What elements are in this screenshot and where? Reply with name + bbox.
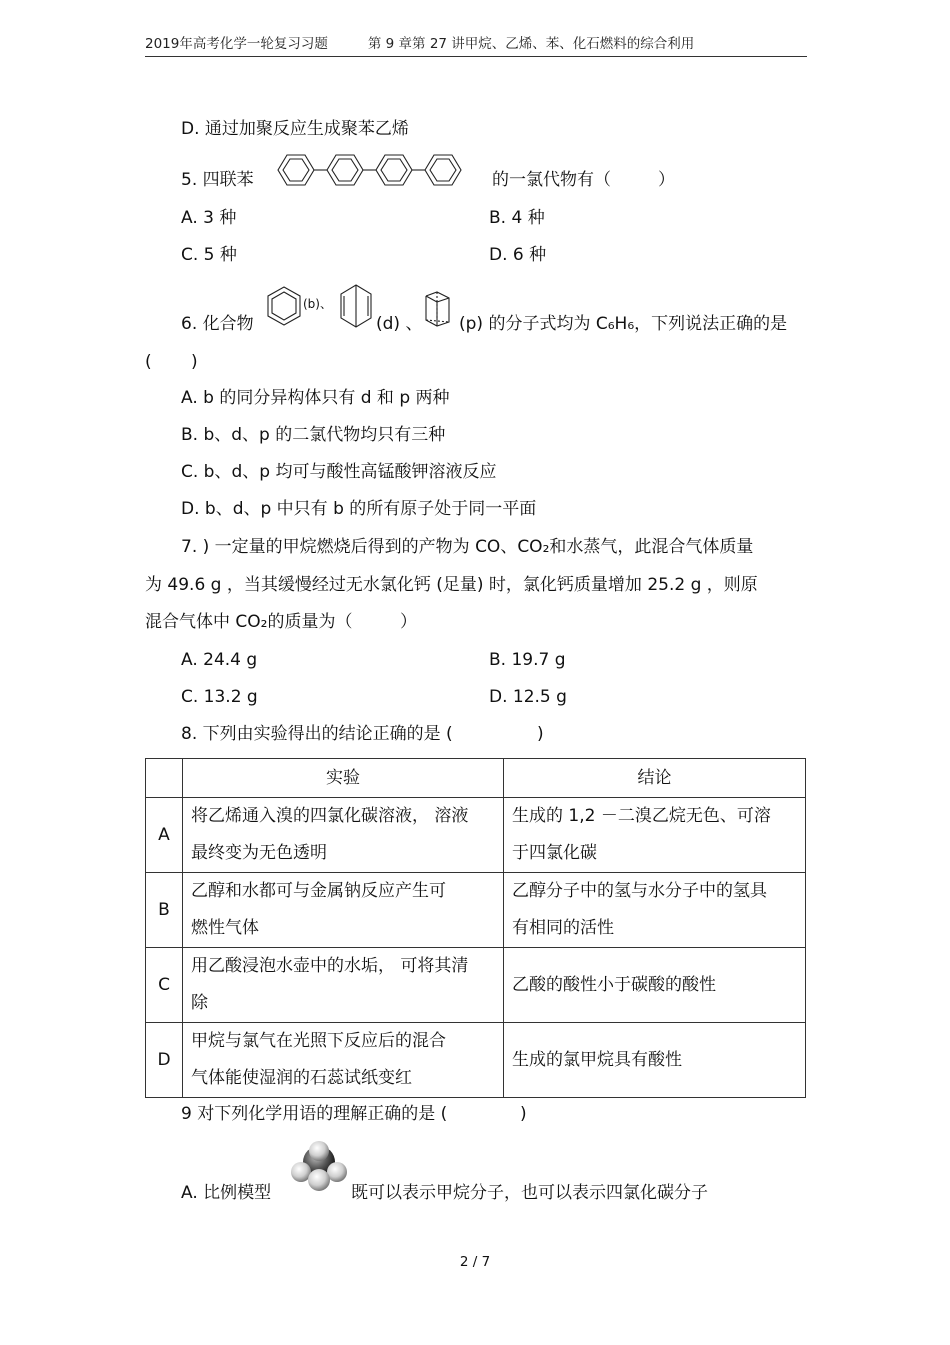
- row-label: D: [146, 1023, 183, 1098]
- q8-close-paren: ): [537, 724, 544, 744]
- q9-option-a-prefix: A. 比例模型: [181, 1183, 272, 1203]
- quaterphenyl-structure: [270, 150, 485, 190]
- cell-text: 气体能使湿润的石蕊试纸变红: [191, 1068, 412, 1088]
- table-row: [146, 873, 806, 948]
- experiment-cell: [183, 1023, 504, 1098]
- q7-line-2: 为 49.6 g ，当其缓慢经过无水氯化钙 (足量) 时，氯化钙质量增加 25.2 g ，则原: [145, 575, 758, 595]
- cell-text: 燃性气体: [191, 918, 259, 938]
- q5-option-b: B. 4 种: [489, 208, 545, 228]
- q7-option-a: A. 24.4 g: [181, 650, 258, 670]
- conclusion-cell: [504, 798, 806, 873]
- q6-prefix: 6. 化合物: [181, 314, 254, 334]
- table-row: [146, 948, 806, 1023]
- table-row: [146, 798, 806, 873]
- cell-text: 乙酸的酸性小于碳酸的酸性: [512, 974, 716, 995]
- conclusion-cell: [504, 948, 806, 1023]
- q7-option-c: C. 13.2 g: [181, 687, 258, 707]
- row-label: B: [146, 873, 183, 948]
- q6-label-b: (b)、: [303, 297, 332, 311]
- q6-option-a: A. b 的同分异构体只有 d 和 p 两种: [181, 388, 450, 408]
- q6-option-d: D. b、d、p 中只有 b 的所有原子处于同一平面: [181, 499, 537, 519]
- cell-text: 将乙烯通入溴的四氯化碳溶液， 溶液: [191, 806, 469, 826]
- experiment-cell: [183, 798, 504, 873]
- q5-option-a: A. 3 种: [181, 208, 237, 228]
- cell-text: 生成的 1,2 －二溴乙烷无色、可溶: [512, 806, 771, 826]
- page-header: [145, 38, 807, 52]
- q8-stem: 8. 下列由实验得出的结论正确的是 (: [181, 724, 453, 744]
- q7-option-d: D. 12.5 g: [489, 687, 567, 707]
- table-row: [146, 1023, 806, 1098]
- q4-option-d: D. 通过加聚反应生成聚苯乙烯: [181, 119, 409, 139]
- q6-label-d: (d) 、: [376, 314, 423, 334]
- table-header-conclusion: 结论: [504, 759, 806, 798]
- benzene-b-structure: [266, 285, 302, 327]
- row-label: A: [146, 798, 183, 873]
- q6-option-b: B. b、d、p 的二氯代物均只有三种: [181, 425, 446, 445]
- cell-text: 乙醇分子中的氢与水分子中的氢具: [512, 881, 767, 901]
- q5-option-c: C. 5 种: [181, 245, 237, 265]
- q5-suffix: 的一氯代物有（: [492, 170, 611, 190]
- experiment-table: [145, 758, 806, 1098]
- experiment-cell: [183, 873, 504, 948]
- cell-text: 最终变为无色透明: [191, 843, 327, 863]
- q9-option-a-suffix: 既可以表示甲烷分子，也可以表示四氯化碳分子: [351, 1183, 708, 1203]
- table-header-experiment: 实验: [183, 759, 504, 798]
- row-label: C: [146, 948, 183, 1023]
- page-number: 2 / 7: [459, 1254, 491, 1270]
- experiment-cell: [183, 948, 504, 1023]
- q9-close-paren: ): [520, 1104, 527, 1124]
- header-title-left: 2019年高考化学一轮复习习题: [145, 36, 328, 52]
- cell-text: 乙醇和水都可与金属钠反应产生可: [191, 881, 446, 901]
- dewar-benzene-d-structure: [339, 283, 373, 329]
- q7-option-b: B. 19.7 g: [489, 650, 566, 670]
- q9-stem: 9 对下列化学用语的理解正确的是 (: [181, 1104, 448, 1124]
- cell-text: 有相同的活性: [512, 918, 614, 938]
- prismane-p-structure: [423, 290, 453, 328]
- q7-line-1: 7. ) 一定量的甲烷燃烧后得到的产物为 CO、CO₂和水蒸气，此混合气体质量: [181, 537, 754, 557]
- space-filling-model: [288, 1140, 350, 1196]
- cell-text: 除: [191, 993, 208, 1013]
- header-rule: [145, 56, 807, 57]
- q6-open-paren: (: [145, 352, 152, 372]
- q6-option-c: C. b、d、p 均可与酸性高锰酸钾溶液反应: [181, 462, 497, 482]
- q5-option-d: D. 6 种: [489, 245, 547, 265]
- cell-text: 于四氯化碳: [512, 843, 597, 863]
- q7-line-3: 混合气体中 CO₂的质量为（: [145, 612, 353, 632]
- cell-text: 生成的氯甲烷具有酸性: [512, 1049, 682, 1070]
- table-header-row: [146, 759, 806, 798]
- q5-close-paren: ）: [658, 170, 675, 190]
- cell-text: 用乙酸浸泡水壶中的水垢， 可将其清: [191, 956, 469, 976]
- table-header-blank: [146, 759, 183, 798]
- q6-label-p: (p) 的分子式均为 C₆H₆，下列说法正确的是: [459, 314, 788, 334]
- q5-prefix: 5. 四联苯: [181, 170, 254, 190]
- q7-close-paren: ）: [400, 612, 417, 632]
- q6-close-paren: ): [191, 352, 198, 372]
- cell-text: 甲烷与氯气在光照下反应后的混合: [191, 1031, 446, 1051]
- header-title-right: 第 9 章第 27 讲甲烷、乙烯、苯、化石燃料的综合利用: [367, 36, 695, 52]
- conclusion-cell: [504, 1023, 806, 1098]
- conclusion-cell: [504, 873, 806, 948]
